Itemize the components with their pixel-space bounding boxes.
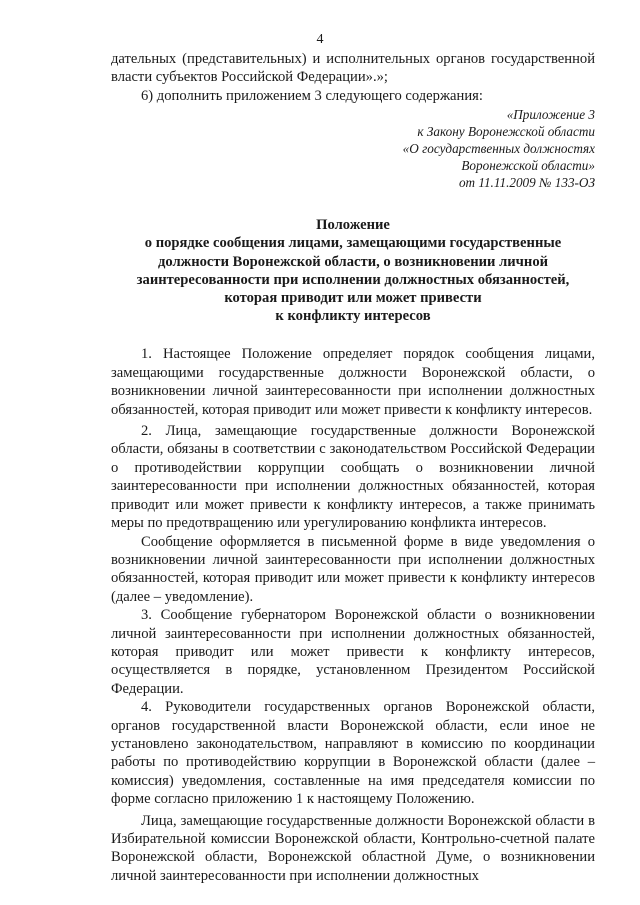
paragraph-3: 3. Сообщение губернатором Воронежской области о возникновении личной заинтересованности при исполнении должностных обязанностей, которая приводит или может привести к конфликту интересов, осуществляется в порядке, установленном Президентом Российской Федерации. <box>111 607 595 697</box>
document-title <box>111 216 595 325</box>
paragraph-2: 2. Лица, замещающие государственные должности Воронежской области, обязаны в соответствии с законодательством Российской Федерации о противодействии коррупции сообщать о возникновении личной заинтересованности при исполнении должностных обязанностей, которая приводит или может привести к конфликту интересов, а также принимать меры по предотвращению или урегулированию конфликта интересов. <box>111 423 595 532</box>
page-number: 4 <box>316 32 324 47</box>
paragraph-4-persons: Лица, замещающие государственные должности Воронежской области в Избирательной комиссии Воронежской области, Контрольно-счетной палате Воронежской области, Воронежской областной Думе, о возникновении личной заинтересованности при исполнении должностных <box>111 812 595 884</box>
document-body <box>111 50 595 885</box>
continuation-paragraph: дательных (представительных) и исполнительных органов государственной власти субъектов Российской Федерации».»; <box>111 51 595 86</box>
paragraph-1: 1. Настоящее Положение определяет порядок сообщения лицами, замещающими государственные должности Воронежской области, о возникновении личной заинтересованности при исполнении должностных обязанностей, которая приводит или может привести к конфликту интересов. <box>111 346 595 418</box>
appendix-header-line: от 11.11.2009 № 133-ОЗ <box>458 175 595 191</box>
title-line: Положение <box>316 217 390 234</box>
title-line: заинтересованности при исполнении должностных обязанностей, <box>136 271 570 288</box>
appendix-header-line: к Закону Воронежской области <box>417 124 595 140</box>
appendix-header-line: «Приложение 3 <box>506 107 595 123</box>
appendix-header-line: Воронежской области» <box>461 158 595 174</box>
title-line: которая приводит или может привести <box>224 290 482 307</box>
appendix-header <box>111 106 595 191</box>
title-line: о порядке сообщения лицами, замещающими государственные <box>144 235 562 252</box>
paragraph-2-notice: Сообщение оформляется в письменной форме в виде уведомления о возникновении личной заинтересованности при исполнении должностных обязанностей, которая приводит или может привести к конфликту интересов (далее – уведомление). <box>111 533 595 605</box>
appendix-header-line: «О государственных должностях <box>402 141 595 157</box>
paragraph-4: 4. Руководители государственных органов Воронежской области, органов государственной власти Воронежской области, если иное не установлено законодательством, направляют в комиссию по координации работы по противодействию коррупции в Воронежской области (далее – комиссия) уведомления, составленные на имя председателя комиссии по форме согласно приложению 1 к настоящему Положению. <box>111 699 595 808</box>
title-line: должности Воронежской области, о возникновении личной <box>157 253 549 270</box>
title-line: к конфликту интересов <box>275 308 431 325</box>
item-6-paragraph: 6) дополнить приложением 3 следующего содержания: <box>141 87 483 104</box>
